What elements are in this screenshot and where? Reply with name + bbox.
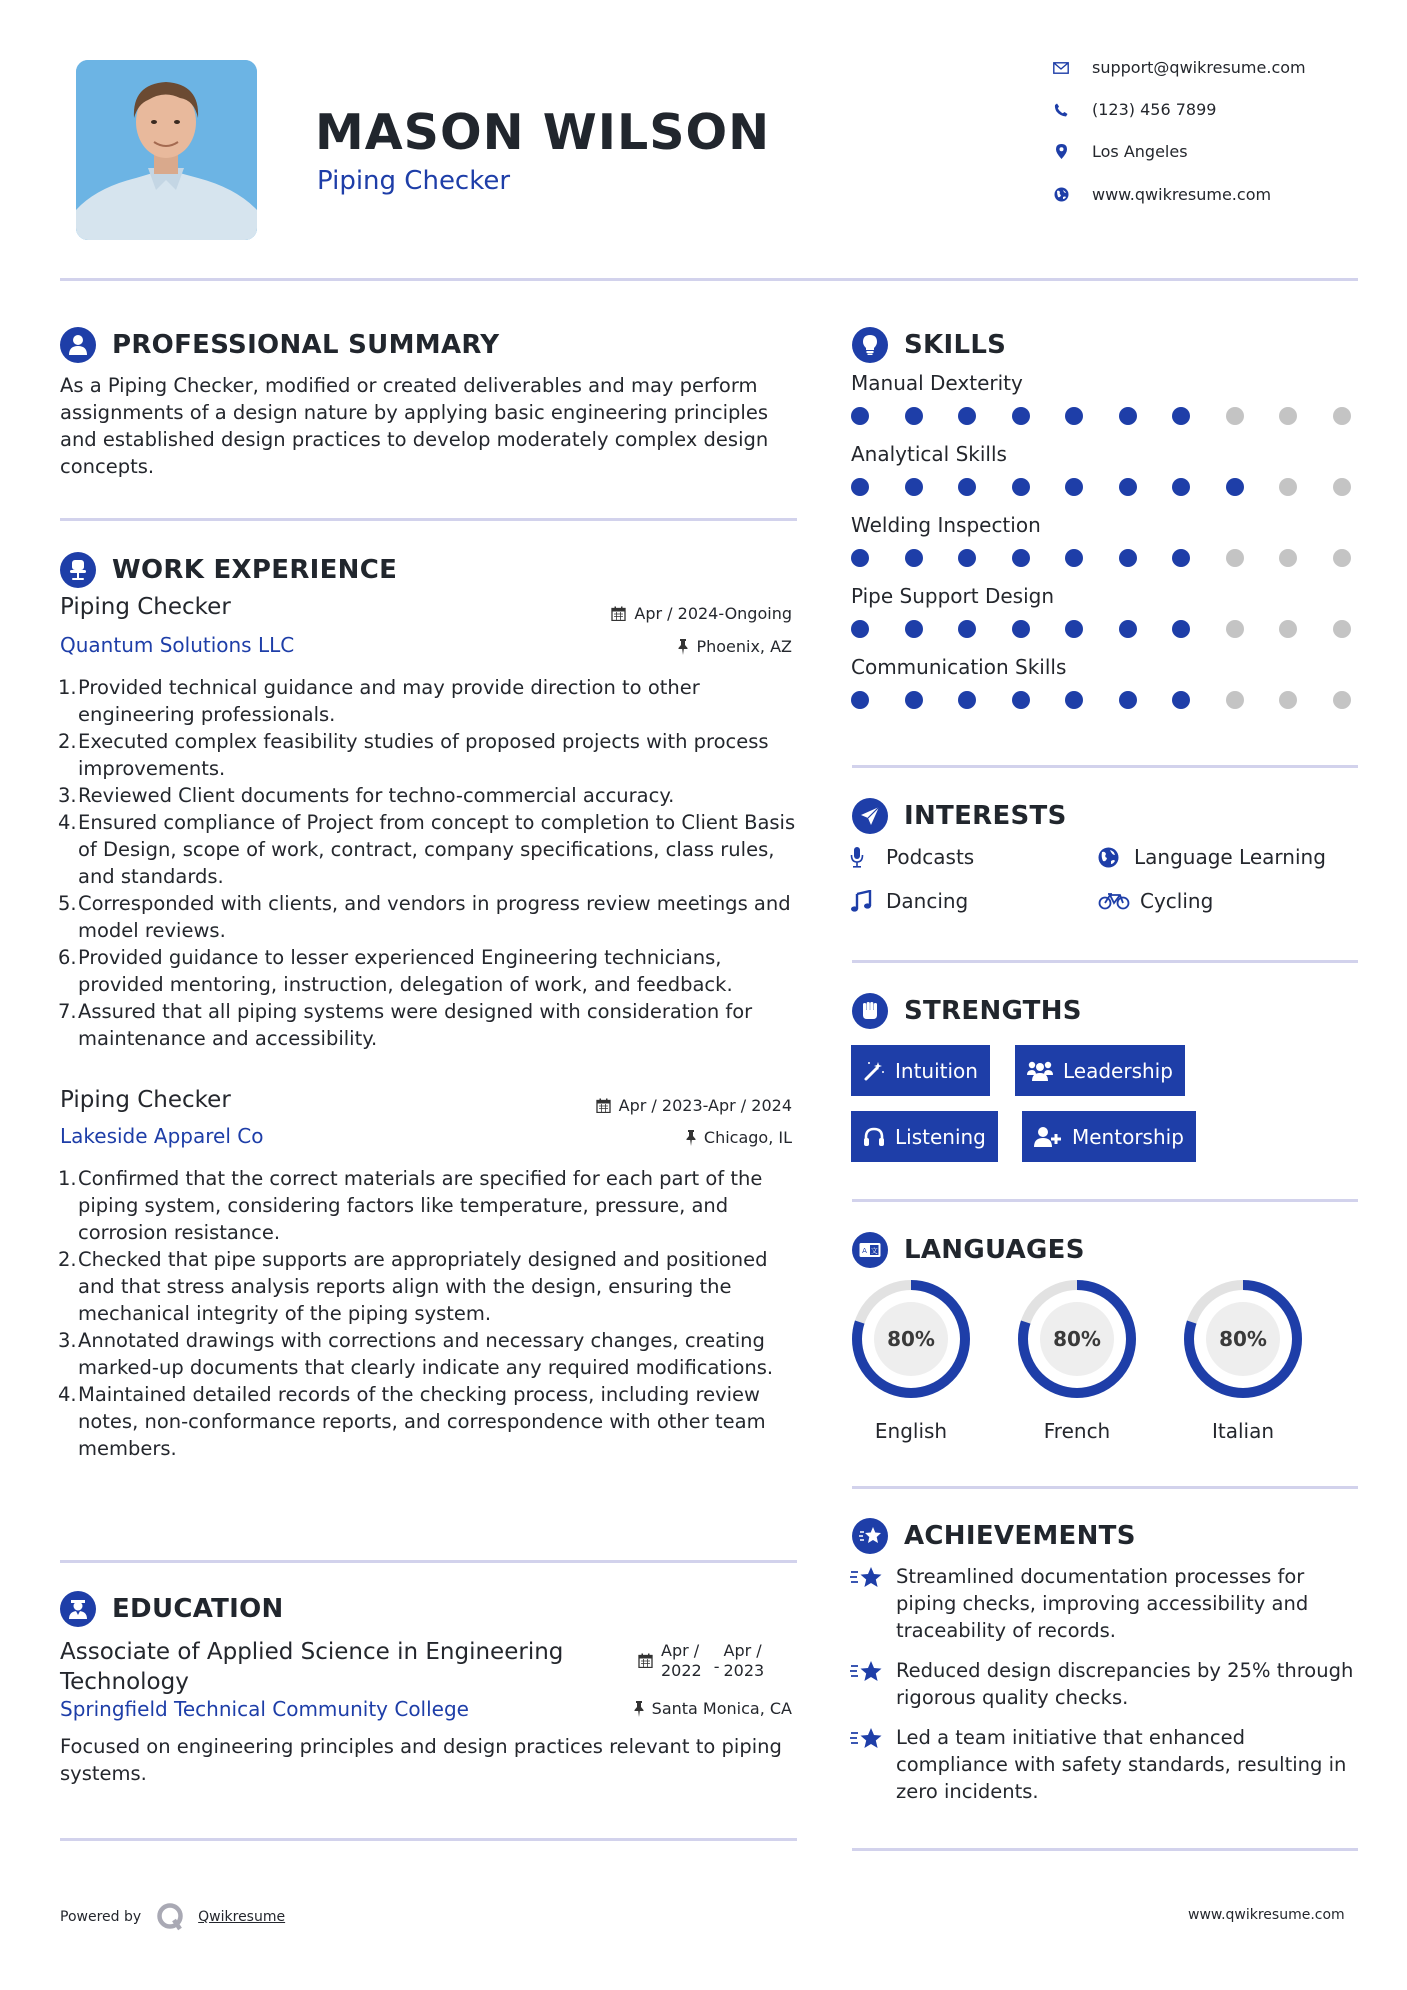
qwikresume-link[interactable]: Qwikresume: [198, 1909, 286, 1925]
paper-plane-icon: [852, 798, 888, 834]
education-section-header: [60, 1591, 284, 1627]
strengths-heading: STRENGTHS: [904, 996, 1082, 1026]
users-icon: [1027, 1060, 1053, 1082]
strength-intuition: Intuition: [851, 1045, 990, 1096]
interest-language-learning: Language Learning: [1098, 845, 1326, 869]
skill-item: [851, 371, 1361, 425]
rating-dot-empty: [1333, 407, 1351, 425]
rating-dot-filled: [1065, 407, 1083, 425]
contact-email[interactable]: [1052, 58, 1306, 77]
office-chair-icon: [60, 552, 96, 588]
user-plus-icon: [1034, 1126, 1062, 1148]
rating-dot-filled: [1119, 549, 1137, 567]
header-divider: [60, 278, 1358, 281]
duty-item: 4. Maintained detailed records of the checking process, including review notes, non-conformance reports, and correspondence with other team members.: [58, 1383, 766, 1460]
skills-list: [851, 371, 1361, 709]
rating-dot-filled: [1012, 478, 1030, 496]
star-icon: [850, 1657, 886, 1692]
rating-dot-filled: [905, 407, 923, 425]
contact-website[interactable]: [1052, 185, 1271, 204]
rating-dot-empty: [1279, 620, 1297, 638]
summary-divider: [60, 518, 797, 521]
achievements-heading: ACHIEVEMENTS: [904, 1521, 1136, 1551]
contact-phone-text: (123) 456 7899: [1092, 100, 1217, 119]
education-divider: [60, 1838, 797, 1841]
job-1-duties: [60, 674, 805, 1052]
education-dates: Apr / 2022 - Apr / 2023: [638, 1641, 764, 1681]
lightbulb-icon: [852, 327, 888, 363]
skill-name: Pipe Support Design: [851, 584, 1055, 608]
duty-item: 5. Corresponded with clients, and vendors in progress review meetings and model reviews.: [58, 892, 791, 942]
language-ring: 80%: [1017, 1279, 1137, 1399]
job-2-title: Piping Checker: [60, 1087, 231, 1113]
languages-heading: LANGUAGES: [904, 1235, 1085, 1265]
rating-dot-filled: [1172, 407, 1190, 425]
interests-heading: INTERESTS: [904, 801, 1067, 831]
rating-dot-filled: [958, 549, 976, 567]
calendar-icon: [611, 606, 626, 621]
rating-dot-filled: [851, 478, 869, 496]
job-2-dates-text: Apr / 2023-Apr / 2024: [618, 1096, 792, 1115]
rating-dot-filled: [905, 478, 923, 496]
map-marker-icon: [1052, 143, 1070, 161]
footer-branding: [60, 1902, 285, 1932]
contact-email-text: support@qwikresume.com: [1092, 58, 1306, 77]
skills-divider: [852, 765, 1358, 768]
summary-text: As a Piping Checker, modified or created deliverables and may perform assignments of a design nature by applying basic engineering principles and established design practices to develop moderately complex design concepts.: [60, 374, 769, 478]
rating-dot-filled: [1065, 549, 1083, 567]
contact-location-text: Los Angeles: [1092, 142, 1188, 161]
rating-dot-filled: [1065, 691, 1083, 709]
education-school: Springfield Technical Community College: [60, 1697, 469, 1721]
microphone-icon: [850, 846, 876, 868]
strengths-divider: [852, 1199, 1358, 1202]
strength-mentorship: Mentorship: [1022, 1111, 1196, 1162]
education-start: Apr / 2022: [661, 1641, 702, 1680]
rating-dot-empty: [1333, 549, 1351, 567]
pushpin-icon: [686, 1130, 696, 1146]
achievements-list: [850, 1563, 1355, 1818]
pushpin-icon: [634, 1701, 644, 1717]
language-english: 80% English: [851, 1279, 971, 1443]
rating-dot-filled: [1119, 478, 1137, 496]
rating-dot-filled: [1172, 549, 1190, 567]
skill-name: Welding Inspection: [851, 513, 1041, 537]
summary-heading: PROFESSIONAL SUMMARY: [112, 330, 500, 360]
interest-cycling: Cycling: [1098, 889, 1213, 913]
rating-dot-filled: [958, 407, 976, 425]
rating-dot-filled: [1172, 620, 1190, 638]
duty-item: 7. Assured that all piping systems were designed with consideration for maintenance and accessibility.: [58, 1000, 753, 1050]
education-heading: EDUCATION: [112, 1594, 284, 1624]
rating-dot-filled: [1119, 691, 1137, 709]
rating-dot-filled: [1172, 691, 1190, 709]
education-description: Focused on engineering principles and design practices relevant to piping systems.: [60, 1735, 782, 1785]
duty-item: 6. Provided guidance to lesser experienced Engineering technicians, provided mentoring, instruction, delegation of work, and feedback.: [58, 946, 733, 996]
achievement-item: Streamlined documentation processes for piping checks, improving accessibility and traceability of records.: [850, 1563, 1355, 1644]
education-location-text: Santa Monica, CA: [651, 1699, 792, 1718]
rating-dot-filled: [1119, 620, 1137, 638]
duty-item: 2. Checked that pipe supports are appropriately designed and positioned and that stress analysis reports align with the design, ensuring the mechanical integrity of the piping system.: [58, 1248, 768, 1325]
skill-rating: [851, 478, 1351, 496]
interests-section-header: [852, 798, 1067, 834]
calendar-icon: [596, 1098, 611, 1113]
graduate-icon: [60, 1591, 96, 1627]
rating-dot-filled: [851, 620, 869, 638]
summary-section-header: [60, 327, 499, 363]
languages-section-header: [852, 1232, 1085, 1268]
rating-dot-empty: [1226, 407, 1244, 425]
rating-dot-empty: [1279, 549, 1297, 567]
job-2-dates: [500, 1096, 792, 1115]
strength-leadership: Leadership: [1015, 1045, 1185, 1096]
job-2-duties: [60, 1165, 805, 1462]
magic-wand-icon: [863, 1060, 885, 1082]
contact-phone[interactable]: [1052, 100, 1216, 119]
job-1-title: Piping Checker: [60, 594, 231, 620]
rating-dot-filled: [1012, 691, 1030, 709]
rating-dot-filled: [1172, 478, 1190, 496]
job-1-dates-text: Apr / 2024-Ongoing: [634, 604, 792, 623]
interest-dancing: Dancing: [850, 889, 968, 913]
rating-dot-filled: [851, 549, 869, 567]
language-french: 80% French: [1017, 1279, 1137, 1443]
experience-section-header: [60, 552, 397, 588]
rating-dot-filled: [1065, 478, 1083, 496]
skills-heading: SKILLS: [904, 330, 1007, 360]
experience-heading: WORK EXPERIENCE: [112, 555, 398, 585]
qwikresume-logo-icon: [156, 1902, 186, 1932]
job-1-dates: [500, 604, 792, 623]
skill-rating: [851, 549, 1351, 567]
star-icon: [850, 1563, 886, 1598]
rating-dot-empty: [1226, 691, 1244, 709]
rating-dot-empty: [1333, 620, 1351, 638]
strengths-section-header: [852, 993, 1082, 1029]
rating-dot-empty: [1279, 478, 1297, 496]
bicycle-icon: [1098, 892, 1130, 910]
job-2-company: Lakeside Apparel Co: [60, 1124, 264, 1148]
job-1-company: Quantum Solutions LLC: [60, 633, 295, 657]
person-photo-illustration: [76, 60, 257, 240]
skill-item: [851, 442, 1361, 496]
fist-icon: [852, 993, 888, 1029]
achievement-star-icon: [852, 1518, 888, 1554]
profile-photo: [76, 60, 257, 240]
languages-divider: [852, 1486, 1358, 1489]
skill-rating: [851, 407, 1351, 425]
phone-icon: [1052, 101, 1070, 119]
job-1-location-text: Phoenix, AZ: [696, 637, 792, 656]
skills-section-header: [852, 327, 1006, 363]
duty-item: 1. Confirmed that the correct materials are specified for each part of the piping system, considering factors like temperature, pressure, and corrosion resistance.: [58, 1167, 763, 1244]
skill-rating: [851, 691, 1351, 709]
education-degree: Associate of Applied Science in Engineering Technology: [60, 1639, 564, 1695]
rating-dot-filled: [1012, 620, 1030, 638]
headphones-icon: [863, 1126, 885, 1148]
skill-item: [851, 584, 1361, 638]
contact-location: [1052, 142, 1188, 161]
education-location: [500, 1699, 792, 1718]
globe-icon: [1098, 847, 1124, 868]
rating-dot-filled: [1012, 549, 1030, 567]
svg-text:A: A: [862, 1247, 867, 1255]
rating-dot-filled: [905, 620, 923, 638]
envelope-icon: [1052, 59, 1070, 77]
music-icon: [850, 890, 876, 912]
rating-dot-filled: [1226, 478, 1244, 496]
duty-item: 3. Annotated drawings with corrections and necessary changes, creating marked-up documents that clearly indicate any required modifications.: [58, 1329, 774, 1379]
job-1-location: [500, 637, 792, 656]
rating-dot-empty: [1226, 620, 1244, 638]
rating-dot-empty: [1279, 407, 1297, 425]
language-ring: 80%: [851, 1279, 971, 1399]
interest-podcasts: Podcasts: [850, 845, 974, 869]
interests-divider: [852, 960, 1358, 963]
languages-list: [851, 1279, 1303, 1443]
rating-dot-empty: [1226, 549, 1244, 567]
rating-dot-filled: [958, 691, 976, 709]
rating-dot-filled: [1012, 407, 1030, 425]
achievement-item: Led a team initiative that enhanced compliance with safety standards, resulting in zero incidents.: [850, 1724, 1355, 1805]
powered-by-label: Powered by: [60, 1909, 142, 1925]
language-ring: 80%: [1183, 1279, 1303, 1399]
rating-dot-filled: [1065, 620, 1083, 638]
education-end: Apr / 2023: [723, 1641, 765, 1680]
language-icon: [852, 1232, 888, 1268]
duty-item: 1. Provided technical guidance and may provide direction to other engineering professionals.: [58, 676, 700, 726]
duty-item: 2. Executed complex feasibility studies of proposed projects with process improvements.: [58, 730, 769, 780]
strength-listening: Listening: [851, 1111, 998, 1162]
rating-dot-filled: [851, 407, 869, 425]
achievements-section-header: [852, 1518, 1136, 1554]
rating-dot-empty: [1333, 478, 1351, 496]
skill-rating: [851, 620, 1351, 638]
calendar-icon: [638, 1653, 653, 1668]
skill-name: Analytical Skills: [851, 442, 1007, 466]
job-2-location-text: Chicago, IL: [703, 1128, 792, 1147]
rating-dot-filled: [1119, 407, 1137, 425]
user-icon: [60, 327, 96, 363]
duty-item: 3. Reviewed Client documents for techno-commercial accuracy.: [58, 784, 675, 807]
rating-dot-empty: [1279, 691, 1297, 709]
skill-name: Communication Skills: [851, 655, 1067, 679]
rating-dot-filled: [851, 691, 869, 709]
rating-dot-filled: [958, 478, 976, 496]
skill-name: Manual Dexterity: [851, 371, 1023, 395]
achievement-item: Reduced design discrepancies by 25% through rigorous quality checks.: [850, 1657, 1355, 1711]
language-italian: 80% Italian: [1183, 1279, 1303, 1443]
globe-icon: [1052, 186, 1070, 204]
rating-dot-empty: [1333, 691, 1351, 709]
rating-dot-filled: [958, 620, 976, 638]
pushpin-icon: [678, 639, 688, 655]
duty-item: 4. Ensured compliance of Project from concept to completion to Client Basis of Design, scope of work, contract, company specifications, class rules, and standards.: [58, 811, 796, 888]
candidate-title: Piping Checker: [317, 166, 511, 196]
contact-website-text: www.qwikresume.com: [1092, 185, 1272, 204]
star-icon: [850, 1724, 886, 1759]
achievements-divider: [852, 1848, 1358, 1851]
job-2-location: [500, 1128, 792, 1147]
skill-item: [851, 655, 1361, 709]
rating-dot-filled: [905, 549, 923, 567]
experience-divider: [60, 1560, 797, 1563]
footer-website[interactable]: www.qwikresume.com: [1188, 1907, 1345, 1923]
skill-item: [851, 513, 1361, 567]
candidate-name: MASON WILSON: [315, 104, 771, 161]
svg-text:文: 文: [870, 1247, 878, 1255]
rating-dot-filled: [905, 691, 923, 709]
